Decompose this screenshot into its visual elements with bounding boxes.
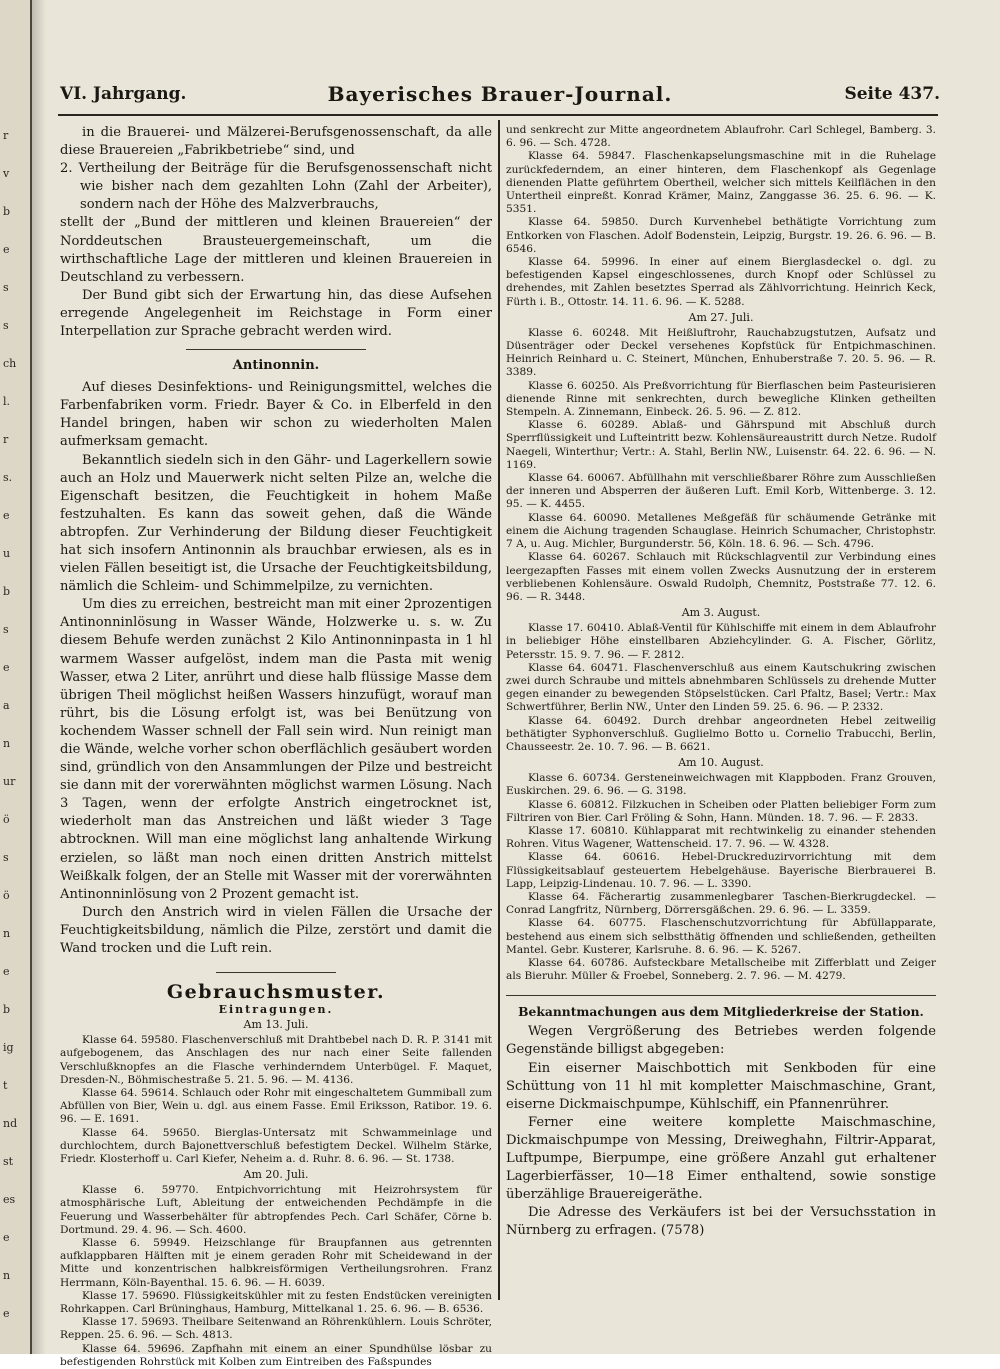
date-label: Am 13. Juli. — [243, 1018, 309, 1032]
patent-entry: Klasse 64. Fächerartig zusammenlegbarer Taschen-Bierkrugdeckel. — Conrad Langfritz, Nürnberg, Dörrersgäßchen. 29. 6. 96. — L. 3359. — [506, 890, 936, 917]
patent-entry: Klasse 64. 59650. Bierglas-Untersatz mit Schwammeinlage und durchlochtem, durch Bajonettverschluß befestigtem Deckel. Wilhelm Stärke, Friedr. Klosterhoff u. Carl Kiefer, Neheim a. d. Ruhr. 8. 6. 96. — St. 1738. — [60, 1126, 492, 1165]
margin-fragment: n — [3, 737, 11, 750]
margin-fragment: s — [3, 281, 9, 294]
date-label: Am 3. August. — [681, 606, 761, 620]
margin-fragment: es — [3, 1193, 16, 1206]
margin-fragment: ig — [3, 1041, 14, 1054]
margin-fragment: s — [3, 319, 9, 332]
page-header — [60, 82, 940, 112]
previous-page-edge — [0, 0, 32, 1354]
patent-entry: Klasse 6. 59949. Heizschlange für Braupfannen aus getrennten aufklappbaren Hälften mit je einem geraden Rohr mit Scheidewand in der Mitte und konzentrischen halbkreisförmigen Vertheilungsrohren. Franz Herrmann, Köln-Bayenthal. 15. 6. 96. — H. 6039. — [60, 1236, 492, 1289]
antinonnin-heading: Antinonnin. — [232, 358, 320, 374]
intro-line: in die Brauerei- und Mälzerei-Berufsgenossenschaft, da alle diese Brauereien „Fabrikbetriebe“ sind, und — [60, 125, 492, 159]
margin-fragment: e — [3, 509, 10, 522]
section-rule — [506, 995, 936, 996]
left-column — [60, 124, 492, 1369]
patent-entry: Klasse 6. 60289. Ablaß- und Gährspund mit Abschluß durch Sperrflüssigkeit und Lufteintritt bezw. Kohlensäureaustritt durch Netze. Rudolf Naegeli, Winterthur; Vertr.: A. Stahl, Berlin NW., Luisenstr. 64. 22. 6. 96. — N. 1169. — [506, 419, 936, 471]
margin-fragment: l. — [3, 395, 11, 408]
margin-fragment: v — [3, 167, 10, 180]
journal-title: Bayerisches Brauer-Journal. — [327, 82, 673, 106]
margin-fragment: r — [3, 129, 9, 142]
margin-fragment: u — [3, 547, 11, 560]
patent-entry: Klasse 64. 60067. Abfüllhahn mit verschließbarer Röhre zum Ausschließen der inneren und Absperren der äußeren Luft. Emil Korb, Wittenberge. 3. 12. 95. — K. 4455. — [506, 472, 936, 511]
patent-entry: Klasse 6. 60812. Filzkuchen in Scheiben oder Platten beliebiger Form zum Filtriren von Bier. Carl Fröling & Sohn, Hann. Münden. 18. 7. 96. — F. 2833. — [506, 798, 936, 824]
antinonnin-p3: Um dies zu erreichen, bestreicht man mit einer 2prozentigen Antinonninlösung in Wasser Wände, Holzwerke u. s. w. Zu diesem Behufe werden zunächst 2 Kilo Antinonninpasta in 1 hl warmem Wasser aufgelöst, indem man die Pasta mit wenig Wasser, etwa 2 Liter, anrührt und diese halb flüssige Masse dem übrigen Theil möglichst heißen Wassers hinzufügt, worauf man rührt, bis die Lösung erfolgt ist, was bei Benützung von kochendem Wasser schnell der Fall sein wird. Nun reinigt man die Wände, welche vorher schon oberflächlich gesäubert worden sind, gründlich von den Ansammlungen der Pilze und bestreicht sie dann mit der vorerwähnten möglichst warmen Lösung. Nach 3 Tagen, wenn der erfolgte Anstrich eingetrocknet ist, wiederholt man das Anstreichen und läßt wieder 3 Tage abtrocknen. Will man eine möglichst lang anhaltende Wirkung erzielen, so läßt man noch einen dritten Anstrich mittelst Weißkalk folgen, der an Stelle mit Wasser mit der vorerwähnten Antinonninlösung von 2 Prozent gemacht ist. — [60, 597, 492, 902]
margin-fragment: st — [3, 1155, 14, 1168]
antinonnin-p2: Bekanntlich siedeln sich in den Gähr- und Lagerkellern sowie auch an Holz und Mauerwerk nicht selten Pilze an, welche die Eigenschaft besitzen, die Feuchtigkeit in hohem Maße festzuhalten. Es kann das soweit gehen, daß die Wände abtropfen. Zur Verhinderung der Bildung dieser Feuchtigkeit hat sich insofern Antinonnin als brauchbar erwiesen, als es in vielen Fällen beseitigt ist, die Ursache der Feuchtigkeitsbildung, nämlich die Schleim- und Schimmelpilze, zu vernichten. — [60, 452, 492, 595]
margin-fragment: t — [3, 1079, 8, 1092]
date-label: Am 10. August. — [678, 756, 764, 770]
patent-entry: Klasse 64. 59850. Durch Kurvenhebel bethätigte Vorrichtung zum Entkorken von Flaschen. Adolf Bodenstein, Leipzig, Burgstr. 19. 26. 6. 96. — B. 6546. — [506, 216, 936, 255]
margin-fragment: ch — [3, 357, 17, 370]
header-rule — [58, 114, 938, 116]
patent-entry: Klasse 17. 60810. Kühlapparat mit rechtwinkelig zu einander stehenden Rohren. Vitus Wagener, Wattenscheid. 17. 7. 96. — W. 4328. — [506, 824, 936, 851]
margin-fragment: e — [3, 965, 10, 978]
margin-fragment: ur — [3, 775, 16, 788]
bekanntmachung-p4: Die Adresse des Verkäufers ist bei der Versuchsstation in Nürnberg zu erfragen. (7578) — [506, 1205, 936, 1239]
column-divider — [498, 120, 500, 1300]
patent-entry: Klasse 6. 60734. Gersteneinweichwagen mit Klappboden. Franz Grouven, Euskirchen. 29. 6. 96. — G. 3198. — [506, 772, 936, 798]
margin-fragment: e — [3, 1231, 10, 1244]
margin-fragment: nd — [3, 1117, 18, 1130]
intro-closing: Der Bund gibt sich der Erwartung hin, das diese Aufsehen erregende Angelegenheit im Reichstage in Form einer Interpellation zur Sprache gebracht werden wird. — [60, 287, 492, 340]
date-label: Am 20. Juli. — [243, 1168, 309, 1182]
margin-fragment: r — [3, 433, 9, 446]
patent-entry: Klasse 17. 60410. Ablaß-Ventil für Kühlschiffe mit einem in dem Ablaufrohr in beliebiger Höhe einstellbaren Abziehcylinder. G. A. Fischer, Görlitz, Petersstr. 15. 9. 7. 96. — F. 2812. — [506, 622, 936, 661]
volume-label: VI. Jahrgang. — [60, 84, 187, 104]
bekanntmachung-p3: Ferner eine weitere komplette Maischmaschine, Dickmaischpumpe von Messing, Dreiweghahn, Filtrir-Apparat, Luftpumpe, Bierpumpe, eine größere Anzahl gut erhaltener Lagerbierfässer, 10—18 Eimer enthaltend, sowie sonstige überzählige Brauereigeräthe. — [506, 1114, 936, 1203]
patent-entry: Klasse 64. 59580. Flaschenverschluß mit Drahtbebel nach D. R. P. 3141 mit aufgebogenem, das Anschlagen des nur nach einer Seite fallenden Verschlußknopfes an die Flasche verhinderndem Unterbügel. F. Maquet, Dresden-N., Böhmischestraße 5. 21. 5. 96. — M. 4136. — [60, 1034, 492, 1086]
margin-fragment: ö — [3, 889, 10, 902]
patent-entry: Klasse 64. 60492. Durch drehbar angeordneten Hebel zeitweilig bethätigter Syphonverschluß. Guglielmo Botto u. Cornelio Trabucchi, Berlin, Chausseestr. 2e. 10. 7. 96. — B. 6621. — [506, 714, 936, 753]
margin-fragment: n — [3, 1269, 11, 1282]
patent-entry: Klasse 64. 59996. In einer auf einem Bierglasdeckel o. dgl. zu befestigenden Kapsel eingeschlossenes, durch Knopf oder Schlüssel zu drehendes, mit Zahlen besetztes Sperrad als Zählvorrichtung. Heinrich Keck, Fürth i. B., Ottostr. 14. 11. 6. 96. — K. 5288. — [506, 256, 936, 308]
margin-fragment: n — [3, 927, 11, 940]
section-rule — [186, 349, 366, 350]
patent-entry: Klasse 64. 60471. Flaschenverschluß aus einem Kautschukring zwischen zwei durch Schraube und mittels abnehmbaren Schlüssels zu drehende Mutter gegen einander zu bewegenden Stöpselstücken. Carl Pfaltz, Basel; Vertr.: Max Schwertführer, Berlin NW., Unter den Linden 59. 25. 6. 96. — P. 2332. — [506, 661, 936, 714]
page-number: Seite 437. — [844, 84, 940, 104]
margin-fragment: b — [3, 585, 11, 598]
patent-entry: Klasse 64. 59696. Zapfhahn mit einem an einer Spundhülse lösbar zu befestigenden Rohrstück mit Kolben zum Eintreiben des Faßspundes — [60, 1342, 492, 1368]
gutter-shadow — [32, 0, 46, 1354]
margin-fragment: ö — [3, 813, 10, 826]
patent-entry: Klasse 64. 60090. Metallenes Meßgefäß für schäumende Getränke mit einem die Aichung tragenden Schauglase. Heinrich Schumacher, Christophstr. 7 A, u. Aug. Michler, Burgunderstr. 56, Köln. 18. 6. 96. — Sch. 4796. — [506, 511, 936, 551]
margin-fragment: e — [3, 661, 10, 674]
patent-entry: Klasse 64. 59847. Flaschenkapselungsmaschine mit in die Ruhelage zurückfederndem, an einer hinteren, dem Flaschenkopf als Gegenlage dienenden Platte geführtem Obertheil, welcher sich mittels Keilflächen in den Untertheil einpreßt. Konrad Krämer, Mainz, Zanggasse 36. 25. 6. 96. — K. 5351. — [506, 150, 936, 216]
margin-fragment: s — [3, 851, 9, 864]
margin-fragment: b — [3, 205, 11, 218]
antinonnin-p1: Auf dieses Desinfektions- und Reinigungsmittel, welches die Farbenfabriken vorm. Friedr. Bayer & Co. in Elberfeld in den Handel bringen, haben wir schon zu wiederholten Malen aufmerksam gemacht. — [60, 380, 492, 450]
margin-fragment: b — [3, 1003, 11, 1016]
section-rule — [216, 972, 336, 973]
bekanntmachung-p2: Ein eiserner Maischbottich mit Senkboden für eine Schüttung von 11 hl mit kompletter Maischmaschine, Grant, eiserne Dickmaischpumpe, Kühlschiff, ein Pfannenrührer. — [506, 1060, 936, 1112]
margin-fragment: a — [3, 699, 10, 712]
patent-entry: Klasse 64. 60775. Flaschenschutzvorrichtung für Abfüllapparate, bestehend aus einem sich selbstthätig öffnenden und schließenden, getheilten Mantel. Gebr. Kusterer, Karlsruhe. 8. 6. 96. — K. 5267. — [506, 917, 936, 956]
intro-item-2: 2. Vertheilung der Beiträge für die Berufsgenossenschaft nicht wie bisher nach dem gezahlten Lohn (Zahl der Arbeiter), sondern nach der Höhe des Malzverbrauchs, — [60, 161, 492, 213]
patent-entry: Klasse 64. 59614. Schlauch oder Rohr mit eingeschaltetem Gummiball zum Abfüllen von Bier, Wein u. dgl. aus einem Fasse. Emil Eriksson, Ratibor. 19. 6. 96. — E. 1691. — [60, 1086, 492, 1126]
patent-entry: Klasse 64. 60267. Schlauch mit Rückschlagventil zur Verbindung eines leergezapften Fasses mit einem vollen Zwecks Ausnutzung der in ersterem verbliebenen Kohlensäure. Oswald Rudolph, Chemnitz, Poststraße 77. 12. 6. 96. — R. 3448. — [506, 551, 936, 603]
patent-entry: Klasse 6. 60248. Mit Heißluftrohr, Rauchabzugstutzen, Aufsatz und Düsenträger oder Deckel versehenes Kopfstück für Entpichmaschinen. Heinrich Reinhard u. C. Steinert, München, Enhuberstraße 7. 20. 5. 96. — R. 3389. — [506, 326, 936, 379]
right-column — [506, 124, 936, 1241]
bekanntmachung-p1: Wegen Vergrößerung des Betriebes werden folgende Gegenstände billigst abgegeben: — [506, 1024, 936, 1058]
antinonnin-p4: Durch den Anstrich wird in vielen Fällen die Ursache der Feuchtigkeitsbildung, nämlich die Pilze, zerstört und damit die Wand trocken und die Luft rein. — [60, 904, 492, 957]
margin-fragment: e — [3, 243, 10, 256]
patent-entry: Klasse 64. 60616. Hebel-Druckreduzirvorrichtung mit dem Flüssigkeitsablauf gesteuertem Hebelgehäuse. Bayerische Bierbrauerei B. Lapp, Leipzig-Lindenau. 10. 7. 96. — L. 3390. — [506, 851, 936, 890]
patent-entry: Klasse 17. 59690. Flüssigkeitskühler mit zu festen Endstücken vereinigten Rohrkappen. Carl Brüninghaus, Hamburg, Mittelkanal 1. 25. 6. 96. — B. 6536. — [60, 1289, 492, 1315]
margin-fragment: s. — [3, 471, 13, 484]
margin-fragment: e — [3, 1307, 10, 1320]
patent-entry: Klasse 64. 60786. Aufsteckbare Metallscheibe mit Zifferblatt und Zeiger als Bieruhr. Müller & Froebel, Sonneberg. 2. 7. 96. — M. 4279. — [506, 956, 936, 983]
patent-entry: und senkrecht zur Mitte angeordnetem Ablaufrohr. Carl Schlegel, Bamberg. 3. 6. 96. — Sch. 4728. — [506, 124, 936, 150]
eintragungen-subheading: Eintragungen. — [218, 1003, 334, 1017]
gebrauchsmuster-heading: Gebrauchsmuster. — [166, 981, 386, 1004]
patent-entry: Klasse 6. 60250. Als Preßvorrichtung für Bierflaschen beim Pasteurisieren dienende Rinne mit senkrechten, durch bewegliche Klinken getheilten Stempeln. A. Zinnemann, Einbeck. 26. 5. 96. — Z. 812. — [506, 379, 936, 419]
patent-entry: Klasse 17. 59693. Theilbare Seitenwand an Röhrenkühlern. Louis Schröter, Reppen. 25. 6. 96. — Sch. 4813. — [60, 1316, 492, 1342]
intro-rest: stellt der „Bund der mittleren und kleinen Brauereien“ der Norddeutschen Brausteuergemeinschaft, um die wirthschaftliche Lage der mittleren und kleinen Brauereien in Deutschland zu verbessern. — [60, 215, 492, 285]
date-label: Am 27. Juli. — [688, 310, 754, 324]
margin-fragment: s — [3, 623, 9, 636]
patent-entry: Klasse 6. 59770. Entpichvorrichtung mit Heizrohrsystem für atmosphärische Luft, Ableitung der entweichenden Pechdämpfe in die Feuerung und Wasserbehälter für abtropfendes Pech. Carl Schäfer, Cörne b. Dortmund. 29. 4. 96. — Sch. 4600. — [60, 1184, 492, 1236]
bekanntmachung-heading: Bekanntmachungen aus dem Mitgliederkreise der Station. — [518, 1004, 924, 1020]
